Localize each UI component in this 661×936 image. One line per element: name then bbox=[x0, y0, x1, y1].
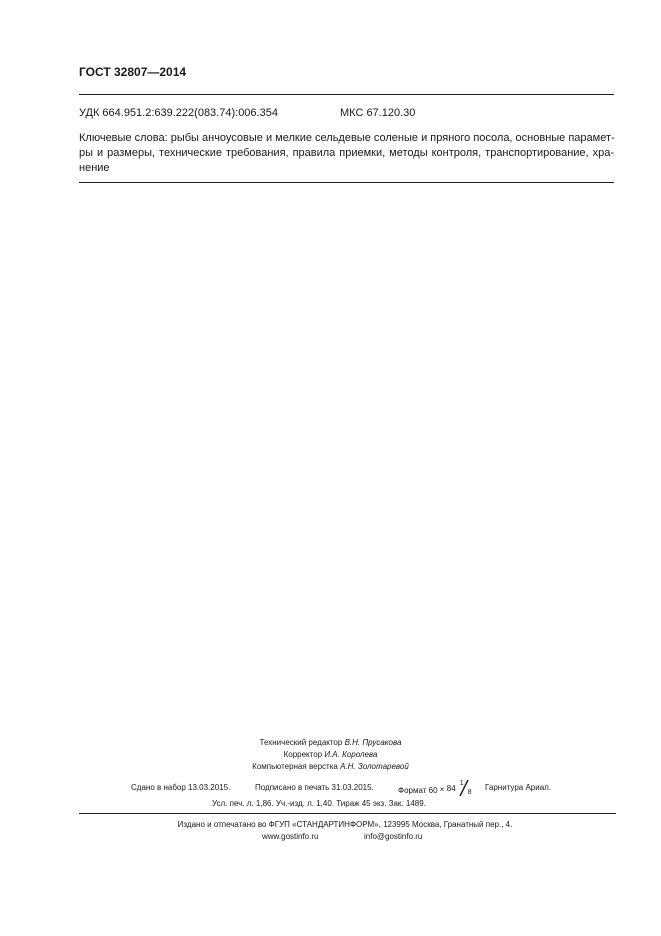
imprint-signed: Подписано в печать 31.03.2015. bbox=[255, 783, 374, 792]
credit-tech-editor bbox=[0, 738, 661, 747]
format-84: 84 bbox=[446, 784, 456, 793]
header-rule bbox=[79, 94, 614, 95]
format-denominator: 8 bbox=[467, 789, 472, 796]
imprint-format bbox=[398, 780, 484, 796]
publisher-line: Издано и отпечатано во ФГУП «СТАНДАРТИНФОРМ», 123995 Москва, Гранатный пер., 4. bbox=[177, 820, 513, 829]
credit-name: В.Н. Прусакова bbox=[344, 738, 402, 747]
format-times: × bbox=[439, 785, 445, 794]
imprint-typeface: Гарнитура Ариал. bbox=[485, 783, 552, 792]
footer-rule bbox=[79, 813, 616, 814]
keywords-block bbox=[79, 131, 614, 176]
imprint-details: Усл. печ. л. 1,86. Уч.-изд. л. 1,40. Тираж 45 экз. Зак. 1489. bbox=[212, 799, 426, 808]
keywords-line-3: нение bbox=[79, 162, 110, 174]
document-code: ГОСТ 32807—2014 bbox=[79, 65, 187, 79]
mks-code: МКС 67.120.30 bbox=[340, 107, 416, 119]
publisher-website[interactable]: www.gostinfo.ru bbox=[262, 832, 319, 841]
credit-corrector bbox=[0, 750, 661, 759]
keywords-line-2: ры и размеры, технические требования, правила приемки, методы контроля, транспортирование, хра- bbox=[79, 147, 614, 159]
udk-code: УДК 664.951.2:639.222(083.74):006.354 bbox=[79, 107, 278, 119]
format-label: Формат 60 bbox=[398, 786, 438, 795]
publisher-email[interactable]: info@gostinfo.ru bbox=[364, 832, 423, 841]
keywords-rule bbox=[79, 182, 614, 183]
credit-role: Корректор bbox=[283, 750, 323, 759]
format-fraction bbox=[439, 780, 484, 796]
credit-name: И.А. Королева bbox=[324, 750, 378, 759]
format-numerator: 1 bbox=[459, 780, 464, 787]
credit-role: Компьютерная верстка bbox=[252, 762, 338, 771]
imprint-submitted: Сдано в набор 13.03.2015. bbox=[131, 783, 231, 792]
credit-name: А.Н. Золотаревой bbox=[340, 762, 409, 771]
credit-role: Технический редактор bbox=[259, 738, 343, 747]
credit-layout bbox=[0, 762, 661, 771]
keywords-line-1: Ключевые слова: рыбы анчоусовые и мелкие сельдевые соленые и пряного посола, основные парамет- bbox=[79, 132, 615, 144]
